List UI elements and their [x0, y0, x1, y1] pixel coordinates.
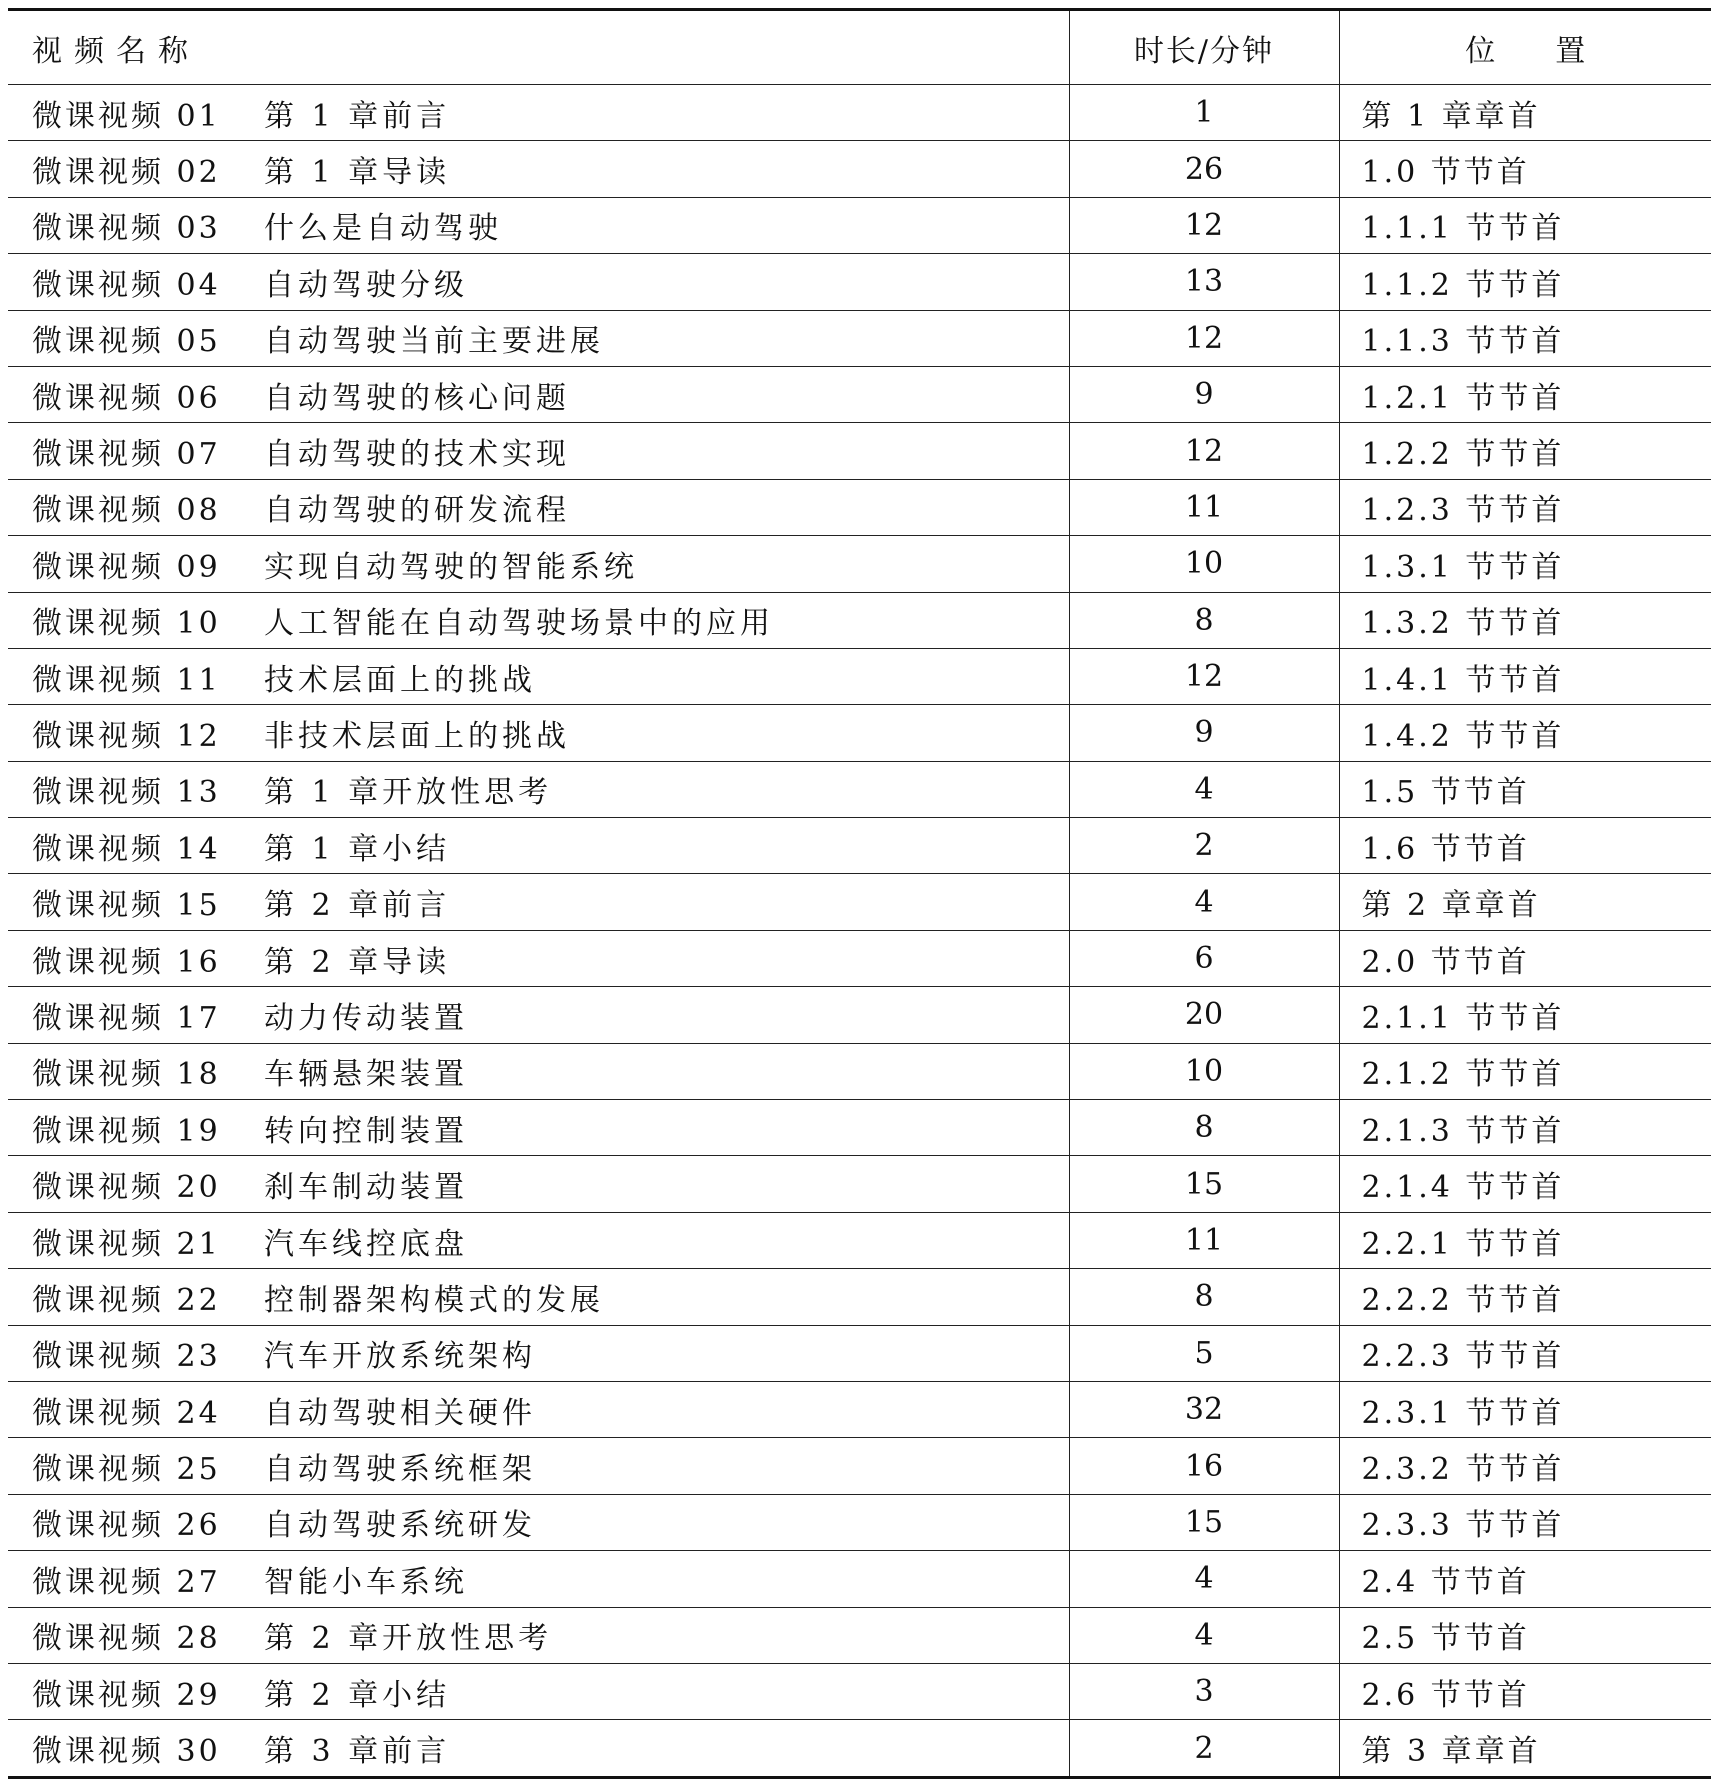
video-name-cell	[8, 1043, 1069, 1099]
video-name-cell	[8, 648, 1069, 704]
table-row	[8, 479, 1711, 535]
video-title: 车辆悬架装置	[264, 1057, 468, 1093]
video-title: 第 1 章前言	[264, 98, 451, 134]
video-name-cell	[8, 930, 1069, 986]
video-name-cell	[8, 1269, 1069, 1325]
video-table	[8, 8, 1711, 1779]
video-title: 动力传动装置	[264, 1000, 468, 1036]
position-cell	[1339, 1438, 1711, 1494]
video-code: 微课视频 13	[32, 775, 221, 811]
video-title: 第 2 章前言	[264, 888, 451, 924]
position-text: 2.2.3 节节首	[1361, 1339, 1565, 1375]
video-code: 微课视频 04	[32, 267, 221, 303]
video-code: 微课视频 30	[32, 1734, 221, 1770]
video-title: 什么是自动驾驶	[264, 211, 502, 247]
position-cell	[1339, 1212, 1711, 1268]
position-cell	[1339, 310, 1711, 366]
video-name-cell	[8, 1720, 1069, 1777]
duration-cell: 12	[1069, 197, 1339, 253]
video-name-cell	[8, 1607, 1069, 1663]
video-code: 微课视频 07	[32, 437, 221, 473]
table-row	[8, 85, 1711, 141]
position-text: 2.1.3 节节首	[1361, 1113, 1565, 1149]
duration-cell: 3	[1069, 1663, 1339, 1719]
video-title: 第 2 章导读	[264, 944, 451, 980]
table-row	[8, 1663, 1711, 1719]
video-name-cell	[8, 1325, 1069, 1381]
duration-cell: 4	[1069, 874, 1339, 930]
table-row	[8, 141, 1711, 197]
position-cell	[1339, 141, 1711, 197]
position-cell	[1339, 1269, 1711, 1325]
position-text: 1.2.1 节节首	[1361, 380, 1565, 416]
position-cell	[1339, 1156, 1711, 1212]
table-row	[8, 761, 1711, 817]
video-name-cell	[8, 1381, 1069, 1437]
position-cell	[1339, 254, 1711, 310]
video-code: 微课视频 09	[32, 549, 221, 585]
position-cell	[1339, 705, 1711, 761]
table-row	[8, 1269, 1711, 1325]
duration-cell: 8	[1069, 592, 1339, 648]
video-code: 微课视频 10	[32, 606, 221, 642]
position-cell	[1339, 874, 1711, 930]
video-name-cell	[8, 1663, 1069, 1719]
table-row	[8, 874, 1711, 930]
duration-cell: 12	[1069, 648, 1339, 704]
video-title: 自动驾驶分级	[264, 267, 468, 303]
video-code: 微课视频 22	[32, 1282, 221, 1318]
video-code: 微课视频 01	[32, 98, 221, 134]
video-name-cell	[8, 987, 1069, 1043]
table-row	[8, 254, 1711, 310]
video-name-cell	[8, 1494, 1069, 1550]
video-code: 微课视频 29	[32, 1677, 221, 1713]
duration-cell: 11	[1069, 1212, 1339, 1268]
video-title: 自动驾驶的核心问题	[264, 380, 570, 416]
position-cell	[1339, 1494, 1711, 1550]
video-name-cell	[8, 197, 1069, 253]
video-code: 微课视频 19	[32, 1113, 221, 1149]
position-text: 1.3.1 节节首	[1361, 549, 1565, 585]
video-title: 自动驾驶的研发流程	[264, 493, 570, 529]
position-cell	[1339, 987, 1711, 1043]
table-body	[8, 85, 1711, 1778]
table-row	[8, 818, 1711, 874]
header-position	[1339, 10, 1711, 85]
table-row	[8, 1381, 1711, 1437]
table-row	[8, 197, 1711, 253]
position-cell	[1339, 197, 1711, 253]
position-text: 2.3.2 节节首	[1361, 1452, 1565, 1488]
duration-cell: 32	[1069, 1381, 1339, 1437]
header-duration	[1069, 10, 1339, 85]
video-code: 微课视频 06	[32, 380, 221, 416]
video-code: 微课视频 25	[32, 1452, 221, 1488]
duration-cell: 9	[1069, 366, 1339, 422]
video-title: 人工智能在自动驾驶场景中的应用	[264, 606, 774, 642]
position-text: 1.6 节节首	[1361, 831, 1530, 867]
duration-cell: 4	[1069, 1607, 1339, 1663]
video-title: 汽车线控底盘	[264, 1226, 468, 1262]
video-code: 微课视频 20	[32, 1170, 221, 1206]
position-cell	[1339, 1720, 1711, 1777]
video-title: 汽车开放系统架构	[264, 1339, 536, 1375]
table-row	[8, 1156, 1711, 1212]
video-name-cell	[8, 141, 1069, 197]
position-cell	[1339, 85, 1711, 141]
table-row	[8, 1551, 1711, 1607]
position-cell	[1339, 423, 1711, 479]
position-cell	[1339, 761, 1711, 817]
table-row	[8, 423, 1711, 479]
position-cell	[1339, 1100, 1711, 1156]
position-text: 1.4.1 节节首	[1361, 662, 1565, 698]
duration-cell: 2	[1069, 1720, 1339, 1777]
video-code: 微课视频 05	[32, 324, 221, 360]
duration-cell: 6	[1069, 930, 1339, 986]
table-row	[8, 705, 1711, 761]
header-video-name-label: 视频名称	[32, 33, 200, 69]
position-cell	[1339, 1381, 1711, 1437]
video-code: 微课视频 26	[32, 1508, 221, 1544]
video-title: 自动驾驶系统框架	[264, 1452, 536, 1488]
position-text: 1.1.1 节节首	[1361, 211, 1565, 247]
video-title: 智能小车系统	[264, 1564, 468, 1600]
position-text: 2.3.3 节节首	[1361, 1508, 1565, 1544]
position-text: 1.5 节节首	[1361, 775, 1530, 811]
video-name-cell	[8, 1100, 1069, 1156]
video-title: 第 1 章小结	[264, 831, 451, 867]
table-row	[8, 310, 1711, 366]
table-row	[8, 1100, 1711, 1156]
position-cell	[1339, 1663, 1711, 1719]
video-title: 自动驾驶的技术实现	[264, 437, 570, 473]
duration-cell: 8	[1069, 1100, 1339, 1156]
table-row	[8, 592, 1711, 648]
table-row	[8, 1494, 1711, 1550]
position-text: 1.3.2 节节首	[1361, 606, 1565, 642]
video-code: 微课视频 08	[32, 493, 221, 529]
video-name-cell	[8, 1551, 1069, 1607]
video-code: 微课视频 14	[32, 831, 221, 867]
duration-cell: 12	[1069, 310, 1339, 366]
duration-cell: 12	[1069, 423, 1339, 479]
position-cell	[1339, 536, 1711, 592]
position-cell	[1339, 1551, 1711, 1607]
header-position-label: 位置	[1465, 33, 1646, 69]
position-text: 第 2 章章首	[1361, 888, 1541, 924]
position-text: 2.1.2 节节首	[1361, 1057, 1565, 1093]
duration-cell: 9	[1069, 705, 1339, 761]
video-title: 第 1 章开放性思考	[264, 775, 553, 811]
video-name-cell	[8, 423, 1069, 479]
duration-cell: 2	[1069, 818, 1339, 874]
position-text: 2.2.2 节节首	[1361, 1282, 1565, 1318]
position-cell	[1339, 1607, 1711, 1663]
duration-cell: 15	[1069, 1494, 1339, 1550]
position-text: 2.0 节节首	[1361, 944, 1530, 980]
video-name-cell	[8, 1156, 1069, 1212]
video-code: 微课视频 28	[32, 1621, 221, 1657]
video-name-cell	[8, 874, 1069, 930]
table-row	[8, 1607, 1711, 1663]
table-row	[8, 648, 1711, 704]
position-cell	[1339, 1325, 1711, 1381]
duration-cell: 8	[1069, 1269, 1339, 1325]
header-duration-label: 时长/分钟	[1133, 33, 1275, 69]
position-text: 2.4 节节首	[1361, 1564, 1530, 1600]
position-text: 1.0 节节首	[1361, 155, 1530, 191]
video-code: 微课视频 24	[32, 1395, 221, 1431]
position-text: 1.2.3 节节首	[1361, 493, 1565, 529]
duration-cell: 4	[1069, 761, 1339, 817]
table-row	[8, 1325, 1711, 1381]
video-name-cell	[8, 479, 1069, 535]
table-row	[8, 930, 1711, 986]
video-name-cell	[8, 1438, 1069, 1494]
video-title: 第 2 章开放性思考	[264, 1621, 553, 1657]
video-title: 技术层面上的挑战	[264, 662, 536, 698]
header-row	[8, 10, 1711, 85]
video-name-cell	[8, 761, 1069, 817]
duration-cell: 26	[1069, 141, 1339, 197]
table-row	[8, 536, 1711, 592]
position-text: 1.2.2 节节首	[1361, 437, 1565, 473]
video-code: 微课视频 21	[32, 1226, 221, 1262]
position-text: 1.1.2 节节首	[1361, 267, 1565, 303]
video-code: 微课视频 17	[32, 1000, 221, 1036]
video-title: 自动驾驶当前主要进展	[264, 324, 604, 360]
duration-cell: 4	[1069, 1551, 1339, 1607]
position-cell	[1339, 1043, 1711, 1099]
video-title: 非技术层面上的挑战	[264, 718, 570, 754]
table-row	[8, 987, 1711, 1043]
position-text: 第 1 章章首	[1361, 98, 1541, 134]
duration-cell: 16	[1069, 1438, 1339, 1494]
video-name-cell	[8, 310, 1069, 366]
table-row	[8, 366, 1711, 422]
video-name-cell	[8, 85, 1069, 141]
duration-cell: 5	[1069, 1325, 1339, 1381]
table-row	[8, 1438, 1711, 1494]
duration-cell: 1	[1069, 85, 1339, 141]
position-text: 2.2.1 节节首	[1361, 1226, 1565, 1262]
video-name-cell	[8, 705, 1069, 761]
video-title: 自动驾驶系统研发	[264, 1508, 536, 1544]
video-code: 微课视频 15	[32, 888, 221, 924]
duration-cell: 13	[1069, 254, 1339, 310]
video-title: 第 2 章小结	[264, 1677, 451, 1713]
header-video-name	[8, 10, 1069, 85]
duration-cell: 11	[1069, 479, 1339, 535]
position-cell	[1339, 930, 1711, 986]
duration-cell: 10	[1069, 536, 1339, 592]
duration-cell: 20	[1069, 987, 1339, 1043]
table-header	[8, 10, 1711, 85]
position-text: 1.1.3 节节首	[1361, 324, 1565, 360]
video-code: 微课视频 11	[32, 662, 221, 698]
video-name-cell	[8, 536, 1069, 592]
video-code: 微课视频 18	[32, 1057, 221, 1093]
video-title: 实现自动驾驶的智能系统	[264, 549, 638, 585]
position-cell	[1339, 366, 1711, 422]
video-title: 第 3 章前言	[264, 1734, 451, 1770]
position-text: 2.6 节节首	[1361, 1677, 1530, 1713]
video-code: 微课视频 27	[32, 1564, 221, 1600]
video-name-cell	[8, 1212, 1069, 1268]
video-name-cell	[8, 254, 1069, 310]
video-name-cell	[8, 818, 1069, 874]
position-cell	[1339, 648, 1711, 704]
position-text: 2.1.1 节节首	[1361, 1000, 1565, 1036]
video-title: 第 1 章导读	[264, 155, 451, 191]
position-text: 1.4.2 节节首	[1361, 718, 1565, 754]
position-cell	[1339, 479, 1711, 535]
table-row	[8, 1043, 1711, 1099]
position-text: 第 3 章章首	[1361, 1734, 1541, 1770]
video-code: 微课视频 02	[32, 155, 221, 191]
position-text: 2.5 节节首	[1361, 1621, 1530, 1657]
duration-cell: 15	[1069, 1156, 1339, 1212]
video-code: 微课视频 16	[32, 944, 221, 980]
video-code: 微课视频 03	[32, 211, 221, 247]
position-text: 2.3.1 节节首	[1361, 1395, 1565, 1431]
video-code: 微课视频 23	[32, 1339, 221, 1375]
video-title: 控制器架构模式的发展	[264, 1282, 604, 1318]
video-title: 刹车制动装置	[264, 1170, 468, 1206]
table-row	[8, 1720, 1711, 1777]
position-cell	[1339, 818, 1711, 874]
video-title: 自动驾驶相关硬件	[264, 1395, 536, 1431]
duration-cell: 10	[1069, 1043, 1339, 1099]
video-name-cell	[8, 592, 1069, 648]
video-code: 微课视频 12	[32, 718, 221, 754]
table-row	[8, 1212, 1711, 1268]
position-text: 2.1.4 节节首	[1361, 1170, 1565, 1206]
video-name-cell	[8, 366, 1069, 422]
position-cell	[1339, 592, 1711, 648]
video-title: 转向控制装置	[264, 1113, 468, 1149]
